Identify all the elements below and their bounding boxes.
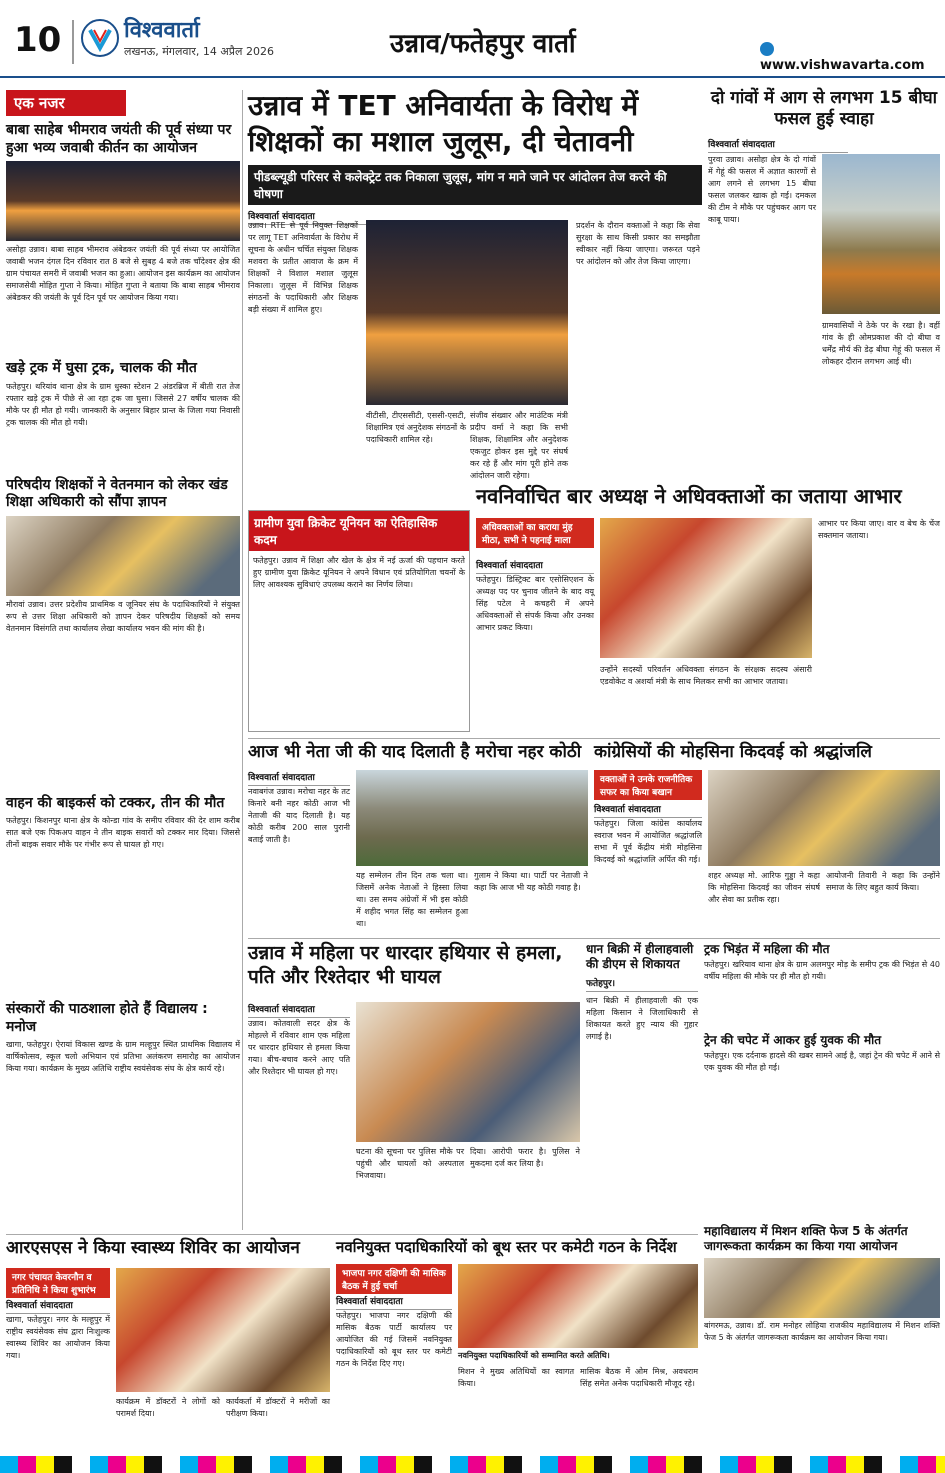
- article-body: प्रदर्शन के दौरान वक्ताओं ने कहा कि सेवा सुरक्षा के साथ किसी प्रकार का समझौता स्वीकार नहीं किया जाएगा। जरूरत पड़ने पर आंदोलन को और तेज किया जाएगा।: [576, 221, 700, 266]
- photo: [600, 518, 812, 658]
- article-body: उन्होंने सदस्यों परिवर्तन अधिवक्ता संगठन के संरक्षक सदस्य अंसारी एडवोकेट व अशर्या मंत्री के साथ मिलकर सभी का आभार जताया।: [600, 665, 812, 686]
- byline: विश्ववार्ता संवाददाता: [248, 770, 350, 786]
- headline: ग्रामीण युवा क्रिकेट यूनियन का ऐतिहासिक कदम: [249, 511, 469, 551]
- brand-name: विश्ववार्ता: [124, 18, 200, 43]
- headline: आरएसएस ने किया स्वास्थ्य शिविर का आयोजन: [6, 1238, 300, 1258]
- article-body: मासिक बैठक में ओम मिश्र, अवधराम सिंह समेत अनेक पदाधिकारी मौजूद रहे।: [580, 1367, 698, 1388]
- photo: [116, 1268, 330, 1392]
- photo-caption: नवनियुक्त पदाधिकारियों को सम्मानित करते अतिथि।: [458, 1351, 610, 1360]
- tag: नगर पंचायत केवरनौन व प्रतिनिधि ने किया शुभारंभ: [6, 1268, 110, 1298]
- byline: विश्ववार्ता संवाददाता: [336, 1294, 452, 1310]
- photo: [356, 770, 588, 866]
- headline: खड़े ट्रक में घुसा ट्रक, चालक की मौत: [6, 360, 197, 376]
- tag: भाजपा नगर दक्षिणी की मासिक बैठक में हुई चर्चा: [336, 1264, 452, 1294]
- fire-story: [708, 88, 940, 480]
- article-body: नवाबगंज उन्नाव। मरोचा नहर के तट किनारे बनी नहर कोठी आज भी नेताजी की याद दिलाती है। यह कोठी करीब 200 साल पुरानी बताई जाती है।: [248, 787, 350, 844]
- photo: [356, 1002, 580, 1142]
- headline: उन्नाव में महिला पर धारदार हथियार से हमला, पति और रिश्तेदार भी घायल: [248, 942, 563, 988]
- article-body: फतेहपुर। डिस्ट्रिक्ट बार एसोसिएशन के अध्यक्ष पद पर चुनाव जीतने के बाद वयू सिंह पटेल ने कचहरी में अपने अधिवक्ताओं से संपर्क किया और उनका आभार प्रकट किया।: [476, 575, 594, 632]
- byline: विश्ववार्ता संवाददाता: [248, 1002, 350, 1018]
- headline: बाबा साहेब भीमराव जयंती की पूर्व संध्या पर हुआ भव्य जवाबी कीर्तन का आयोजन: [6, 122, 232, 156]
- lead-headline: उन्नाव में TET अनिवार्यता के विरोध में शिक्षकों का मशाल जुलूस, दी चेतावनी: [248, 89, 639, 159]
- article-body: फतेहपुर। किशनपुर थाना क्षेत्र के कोन्डा गांव के समीप रविवार की देर शाम करीब सात बजे एक पिकअप वाहन ने तीन बाइक सवारों को टक्कर मार दिया। जिससे तीनों बाइक सवार मौके पर गंभीर रूप से घायल हो गए।: [6, 816, 240, 849]
- article-body: दिया। आरोपी फरार है। पुलिस ने मुकदमा दर्ज कर लिया है।: [470, 1147, 580, 1168]
- page-number: 10: [14, 20, 74, 64]
- article-body: धान बिक्री में हीलाहवाली की एक महिला किसान ने जिलाधिकारी से शिकायत करते हुए न्याय की गुहार लगाई है।: [586, 996, 698, 1041]
- article-body: यह सम्मेलन तीन दिन तक चला था। जिसमें अनेक नेताओं ने हिस्सा लिया था। उस समय अंग्रेजों में भी इस कोठी में शहीद भगत सिंह का सम्मेलन हुआ था।: [356, 871, 468, 928]
- lead-deck: पीडब्ल्यूडी परिसर से कलेक्ट्रेट तक निकाला जुलूस, मांग न माने जाने पर आंदोलन तेज करने की घोषणा: [248, 165, 702, 205]
- photo: [366, 220, 568, 405]
- tag: वक्ताओं ने उनके राजनीतिक सफर का किया बखान: [594, 770, 702, 800]
- article-body: कार्यकर्ता में डॉक्टरों ने मरीजों का परीक्षण किया।: [226, 1397, 330, 1418]
- photo: [6, 516, 240, 596]
- article-body: फतेहपुर। जिला कांग्रेस कार्यालय स्वराज भवन में आयोजित श्रद्धांजलि सभा में पूर्व केंद्रीय मंत्री मोहसिना किदवई को श्रद्धांजलि अर्पित की गई।: [594, 819, 702, 864]
- byline: विश्ववार्ता संवाददाता: [594, 802, 702, 818]
- byline: विश्ववार्ता संवाददाता: [476, 558, 594, 574]
- newspaper-logo-icon: [80, 18, 120, 58]
- headline: नवनियुक्त पदाधिकारियों को बूथ स्तर पर कमेटी गठन के निर्देश: [336, 1238, 677, 1256]
- byline: विश्ववार्ता संवाददाता: [248, 209, 388, 225]
- headline: महाविद्यालय में मिशन शक्ति फेज 5 के अंतर्गत जागरूकता कार्यक्रम का किया गया आयोजन: [704, 1224, 908, 1253]
- headline: दो गांवों में आग से लगभग 15 बीघा फसल हुई स्वाहा: [710, 88, 938, 130]
- website-text: www.vishwavarta.com: [760, 58, 925, 73]
- headline: कांग्रेसियों की मोहसिना किदवई को श्रद्धांजलि: [594, 742, 872, 762]
- article-body: उन्नाव। RTE से पूर्व नियुक्त शिक्षकों पर लागू TET अनिवार्यता के विरोध में सूचना के अधीन चर्चित संयुक्त शिक्षक मशवरा के प्रतीत आवाज के क्रम में शिक्षकों ने विशाल मशाल जुलूस निकाला। जुलूस में विभिन्न शिक्षक संगठनों के पदाधिकारी और शिक्षक बड़ी संख्या में शामिल हुए।: [248, 221, 358, 314]
- tag: अधिवक्ताओं का कराया मुंह मीठा, सभी ने पहनाई माला: [476, 518, 594, 548]
- article-body: फतेहपुर। खरियाव थाना क्षेत्र के ग्राम अलमपुर मोड़ के समीप ट्रक की भिड़ंत से 40 वर्षीय महिला की मौके पर ही मौत हो गयी।: [704, 960, 940, 981]
- lead-story: [248, 88, 702, 508]
- right-bottom-column: [704, 942, 940, 1452]
- byline: विश्ववार्ता संवाददाता: [708, 137, 848, 153]
- article-body: उन्नाव। कोतवाली सदर क्षेत्र के मोहल्ले में रविवार शाम एक महिला पर धारदार हथियार से हमला किया गया। बीच-बचाव करने आए पति और रिश्तेदार भी घायल हो गए।: [248, 1019, 350, 1076]
- website[interactable]: [760, 42, 940, 73]
- article-body: बांगरमऊ, उन्नाव। डॉ. राम मनोहर लोहिया राजकीय महाविद्यालय में मिशन शक्ति फेज 5 के अंतर्गत जागरूकता कार्यक्रम का आयोजन किया गया।: [704, 1321, 940, 1342]
- article-body: फतेहपुर। एक दर्दनाक हादसे की खबर सामने आई है, जहां ट्रेन की चपेट में आने से एक युवक की मौत हो गई।: [704, 1051, 940, 1072]
- article-body: असोहा उन्नाव। बाबा साहब भीमराव अंबेडकर जयंती की पूर्व संध्या पर आयोजित जवाबी भजन दंगल दिन रविवार रात 8 बजे से सुबह 4 बजे तक चाँदेश्वर क्षेत्र की ग्राम पंचायत समरी में जवाबी भजन का हुआ। आयोजन इस कार्यक्रम का आयोजन समाजसेवी मोहित गुप्ता ने किया। मोहित गुप्ता ने बताया कि बाबा साहब भीमराव अंबेडकर की जयंती के पूर्व दिन पूर्व पर आयोजन किया गया।: [6, 245, 240, 302]
- cricket-story: [248, 510, 470, 732]
- headline: ट्रक भिड़ंत में महिला की मौत: [704, 942, 830, 956]
- divider: [248, 938, 940, 939]
- photo-caption: वीटीसी, टीएससीटी, एससी-एसटी, शिक्षामित्र एवं अनुदेशक संगठनों के पदाधिकारी शामिल रहे।: [366, 411, 466, 444]
- byline: विश्ववार्ता संवाददाता: [6, 1298, 110, 1314]
- left-column: [6, 90, 240, 1230]
- photo: [822, 154, 940, 314]
- assault-story: [248, 942, 580, 1228]
- advocates-story: [476, 484, 940, 734]
- article-body: मौरावां उन्नाव। उत्तर प्रदेशीय प्राथमिक व जूनियर संघ के पदाधिकारियों ने संयुक्त रूप से उत्तर शिक्षा अधिकारी को ज्ञापन देकर परिषदीय शिक्षकों को समय वेतनमान विसंगति तथा कार्यालय लेखा कार्यालय भवन की मांग की है।: [6, 599, 240, 633]
- article-body: फतेहपुर। भाजपा नगर दक्षिणी की मासिक बैठक पार्टी कार्यालय पर आयोजित की गई जिसमें नवनियुक्त पदाधिकारियों को बूथ स्तर पर कमेटी गठन के निर्देश दिए गए।: [336, 1311, 452, 1368]
- masthead: [0, 0, 945, 78]
- article-body: घटना की सूचना पर पुलिस मौके पर पहुंची और घायलों को अस्पताल भिजवाया।: [356, 1147, 464, 1180]
- rss-story: [6, 1238, 330, 1454]
- article-body: कार्यक्रम में डॉक्टरों ने लोगों को परामर्श दिया।: [116, 1397, 220, 1418]
- paddy-story: [586, 942, 698, 1228]
- article-body: संजीव संख्वार और माउंटिक मंत्री प्रदीप वर्मा ने कहा कि सभी शिक्षक, शिक्षामित्र और अनुदेशक एकजुट होकर इस मुद्दे पर संघर्ष कर रहे हैं और मांग पूरी होने तक आंदोलन जारी रहेगा।: [470, 411, 568, 480]
- article-body: शहर अध्यक्ष मो. आरिफ गुड्डा ने कहा कि मोहसिना किदवई का जीवन संघर्ष और सेवा का प्रतीक रहा।: [708, 871, 820, 904]
- marocha-story: [248, 742, 588, 934]
- headline: परिषदीय शिक्षकों ने वेतनमान को लेकर खंड शिक्षा अधिकारी को सौंपा ज्ञापन: [6, 476, 228, 510]
- article-body: पुरवा उन्नाव। असोहा क्षेत्र के दो गांवों में गेहूं की फसल में अज्ञात कारणों से आग लगने से लगभग 15 बीघा फसल जलकर खाक हो गई। दमकल की टीम ने मौके पर पहुंचकर आग पर काबू पाया।: [708, 155, 816, 224]
- headline: ट्रेन की चपेट में आकर हुई युवक की मौत: [704, 1033, 882, 1047]
- article-body: खागा, फतेहपुर। नगर के मल्हूपुर में राष्ट्रीय स्वयंसेवक संघ द्वारा निःशुल्क स्वास्थ्य शिविर का आयोजन किया गया।: [6, 1315, 110, 1360]
- photo: [708, 770, 940, 866]
- headline: धान बिक्री में हीलाहवाली की डीएम से शिकायत: [586, 942, 694, 971]
- article-body: गुलाम ने किया था। पार्टी पर नेताजी ने कहा कि आज भी यह कोठी गवाह है।: [474, 871, 588, 892]
- article-body: खागा, फतेहपुर। ऐरायां विकास खण्ड के ग्राम मल्हूपुर स्थित प्राथमिक विद्यालय में वार्षिकोत्सव, स्कूल चलो अभियान एवं प्रतिभा अलंकरण समारोह का आयोजन किया गया। कार्यक्रम के मुख्य अतिथि राष्ट्रीय स्वयंसेवक संघ के क्षेत्र कार्य रहे।: [6, 1040, 240, 1073]
- section-title: उन्नाव/फतेहपुर वार्ता: [390, 29, 576, 59]
- divider: [6, 1234, 698, 1235]
- mohsina-story: [594, 742, 940, 934]
- byline: फतेहपुर।: [586, 976, 698, 992]
- article-body: फतेहपुर। थरियांव थाना क्षेत्र के ग्राम धुस्का स्टेशन 2 अंडरब्रिज में बीती रात तेज रफ्तार खड़े ट्रक में पीछे से आ रहा ट्रक जा घुसा। जिससे 27 वर्षीय चालक की मौके पर ही मौत हो गयी। जानकारी के अनुसार बिहार प्रान्त के जिला गया निवासी ट्रक चालक की मौत हो गयी।: [6, 381, 240, 427]
- globe-icon: [760, 42, 774, 56]
- photo: [458, 1264, 698, 1348]
- headline: संस्कारों की पाठशाला होते हैं विद्यालय : मनोज: [6, 1001, 208, 1035]
- photo: [704, 1258, 940, 1318]
- article-body: आभार पर किया जाए। वार व बेच के चेंज सक्तमान जताया।: [818, 519, 940, 540]
- color-registration-bar: [0, 1456, 945, 1473]
- column-header: एक नजर: [6, 90, 126, 116]
- headline: नवनिर्वाचित बार अध्यक्ष ने अधिवक्ताओं का जताया आभार: [476, 484, 902, 508]
- article-body: फतेहपुर। उन्नाव में शिक्षा और खेल के क्षेत्र में नई ऊर्जा की पहचान करते हुए ग्रामीण युवा क्रिकेट यूनियन ने अपने विधान एवं प्रतियोगिता चयनों के लिए आवश्यक सुविधाएं उपलब्ध कराने का निर्णय लिया।: [253, 556, 465, 589]
- bjp-story: [336, 1238, 698, 1454]
- article-body: ग्रामवासियों ने ठेके पर के रखा है। वहीं गांव के ही ओमप्रकाश की दो बीघा व धर्मेंद्र मौर्य की डेढ़ बीघा गेहूं की फसल में लोकहर दौरान लगभग आई थी।: [822, 321, 940, 366]
- divider: [242, 90, 243, 1230]
- article-body: आयोजनी तिवारी ने कहा कि उन्होंने समाज के लिए बहुत कार्य किया।: [826, 871, 940, 892]
- divider: [248, 738, 940, 739]
- article-body: मिशन ने मुख्य अतिथियों का स्वागत किया।: [458, 1367, 574, 1388]
- photo: [6, 161, 240, 241]
- headline: आज भी नेता जी की याद दिलाती है मरोचा नहर कोठी: [248, 742, 582, 762]
- dateline: लखनऊ, मंगलवार, 14 अप्रैल 2026: [124, 45, 274, 58]
- headline: वाहन की बाइकर्स को टक्कर, तीन की मौत: [6, 794, 225, 811]
